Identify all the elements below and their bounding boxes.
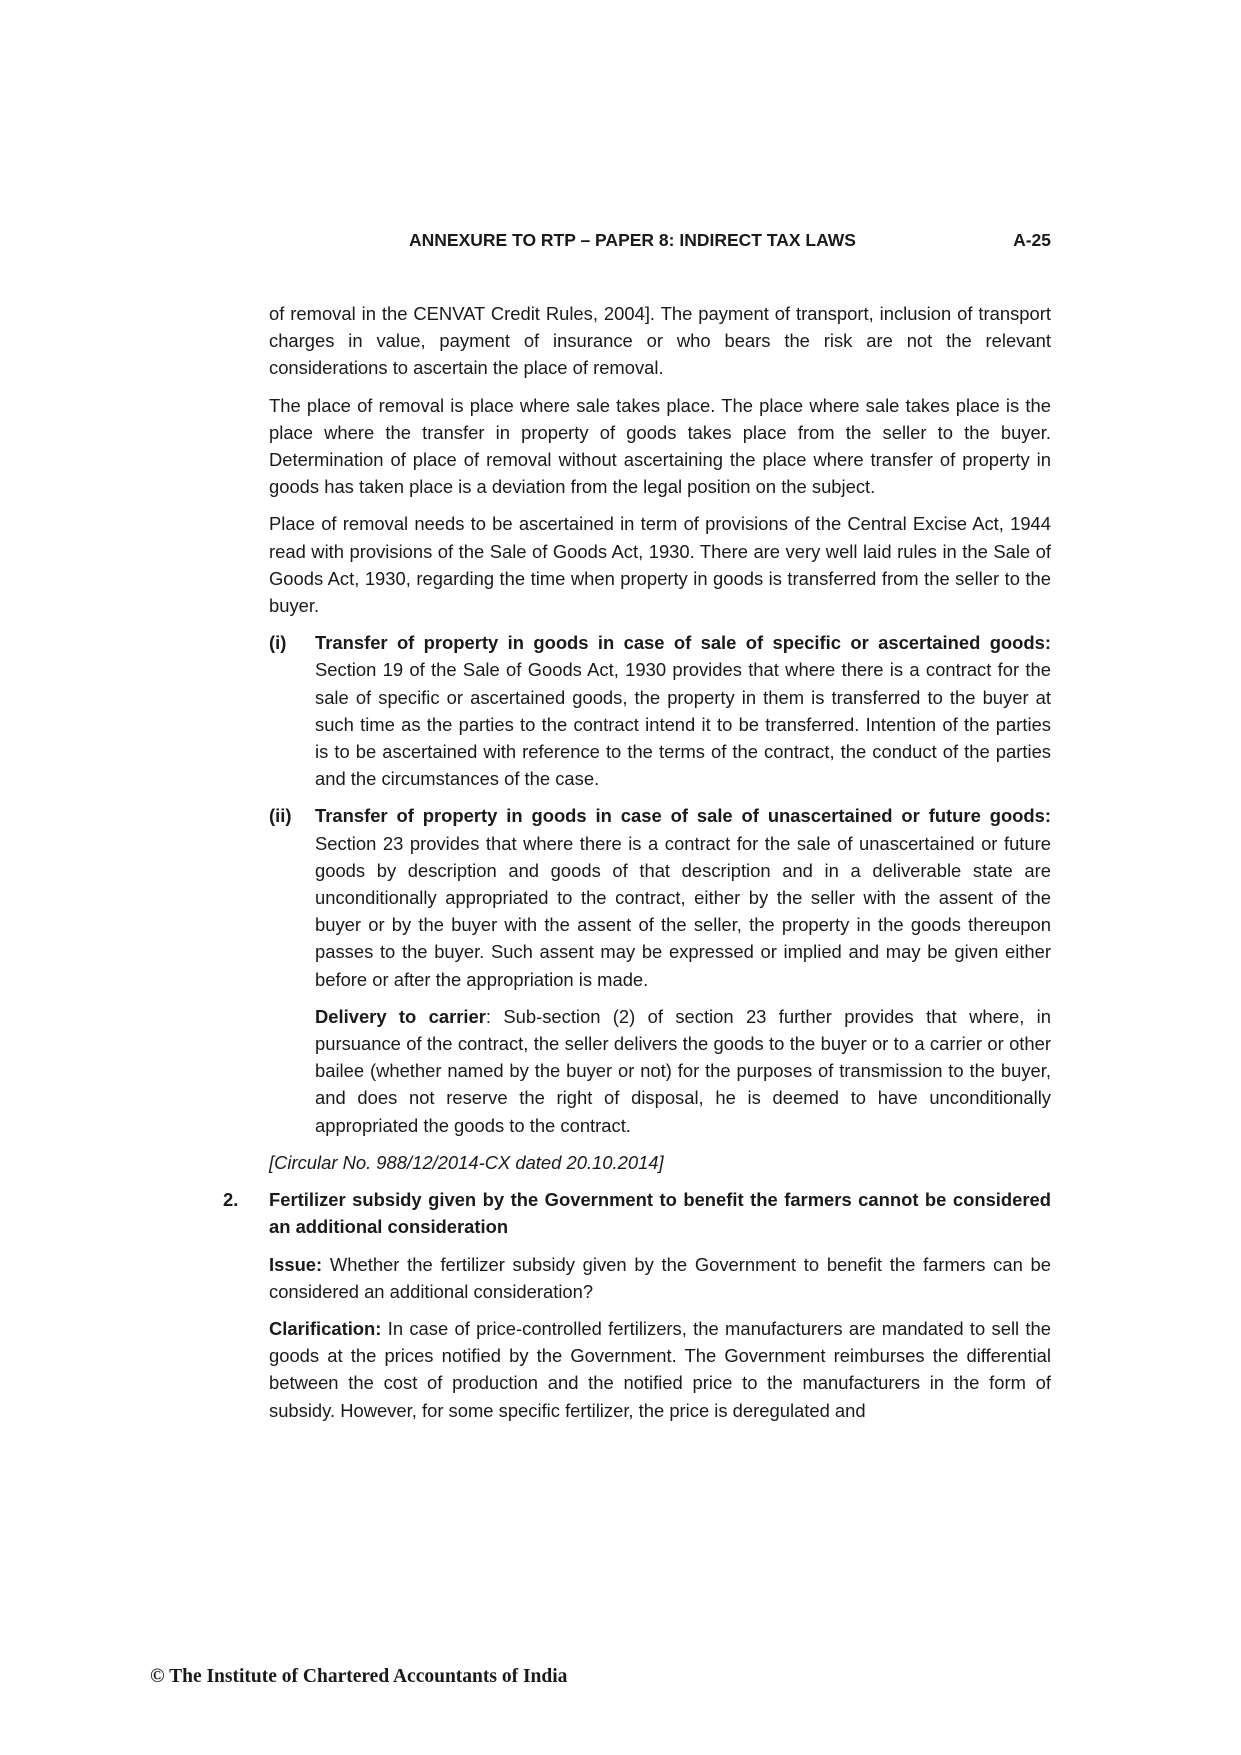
delivery-text: : Sub-section (2) of section 23 further provides that where, in pursuance of the contract, the seller delivers the goods to the buyer or to a carrier or other bailee (whether named by the buyer or not) for the purposes of transmission to the buyer, and does not reserve the right of disposal, he is deemed to have unconditionally appropriated the goods to the contract.: [315, 1005, 1051, 1136]
sub-item-text: Section 19 of the Sale of Goods Act, 1930 provides that where there is a contract for the sale of specific or ascertained goods, the property in them is transferred to the buyer at such time as the parties to the contract intend it to be transferred. Intention of the parties is to be ascertained with reference to the terms of the contract, the conduct of the parties and the circumstances of the case.: [315, 659, 1051, 790]
sub-item-marker: (ii): [269, 805, 292, 827]
clarification-text: In case of price-controlled fertilizers, the manufacturers are mandated to sell the goods at the prices notified by the Government. The Government reimburses the differential between the cost of production and the notified price to the manufacturers in the form of subsidy. However, for some specific fertilizer, the price is deregulated and: [269, 1317, 1051, 1421]
header-title: ANNEXURE TO RTP – PAPER 8: INDIRECT TAX LAWS: [409, 230, 856, 250]
sub-item-heading: Transfer of property in goods in case of sale of unascertained or future goods:: [315, 805, 1051, 827]
clarification-label: Clarification:: [269, 1317, 382, 1339]
paragraph: Place of removal needs to be ascertained in term of provisions of the Central Excise Act, 1944 read with provisions of the Sale of Goods Act, 1930. There are very well laid rules in the Sale of Goods Act, 1930, regarding the time when property in goods is transferred from the seller to the buyer.: [269, 513, 1051, 617]
delivery-to-carrier-paragraph: [315, 1003, 1051, 1139]
sub-item-text: Section 23 provides that where there is a contract for the sale of unascertained or future goods by description and goods of that description and in a deliverable state are unconditionally appropriated to the contract, either by the seller with the assent of the buyer or by the buyer with the assent of the seller, the property in the goods thereupon passes to the buyer. Such assent may be expressed or implied and may be given either before or after the appropriation is made.: [315, 832, 1051, 990]
sub-item-body: [315, 802, 1051, 992]
delivery-heading: Delivery to carrier: [315, 1005, 486, 1027]
item-heading: Fertilizer subsidy given by the Government to benefit the farmers cannot be considered an additional consideration: [269, 1189, 1051, 1238]
paragraph: of removal in the CENVAT Credit Rules, 2004]. The payment of transport, inclusion of transport charges in value, payment of insurance or who bears the risk are not the relevant considerations to ascertain the place of removal.: [269, 303, 1051, 379]
paragraph: The place of removal is place where sale takes place. The place where sale takes place is the place where the transfer in property of goods takes place from the seller to the buyer. Determination of place of removal without ascertaining the place where transfer of property in goods has taken place is a deviation from the legal position on the subject.: [269, 394, 1051, 498]
page-number: A-25: [1013, 230, 1051, 250]
clarification-paragraph: [269, 1315, 1051, 1424]
item-2: [223, 1186, 1051, 1424]
issue-text: Whether the fertilizer subsidy given by the Government to benefit the farmers can be considered an additional consideration?: [269, 1253, 1051, 1302]
sub-item-heading: Transfer of property in goods in case of sale of specific or ascertained goods:: [315, 632, 1051, 654]
issue-paragraph: [269, 1251, 1051, 1305]
document-body: [223, 300, 1051, 1434]
issue-label: Issue:: [269, 1253, 323, 1275]
sub-item-marker: (i): [269, 632, 287, 654]
circular-citation: [Circular No. 988/12/2014-CX dated 20.10.2014]: [269, 1151, 664, 1173]
sub-item-i: [269, 629, 1051, 792]
page-header: [269, 230, 1051, 254]
sub-item-body: [315, 629, 1051, 792]
footer-copyright: © The Institute of Chartered Accountants of India: [150, 1666, 568, 1687]
sub-item-ii: [269, 802, 1051, 1138]
item-number: 2.: [223, 1189, 239, 1211]
